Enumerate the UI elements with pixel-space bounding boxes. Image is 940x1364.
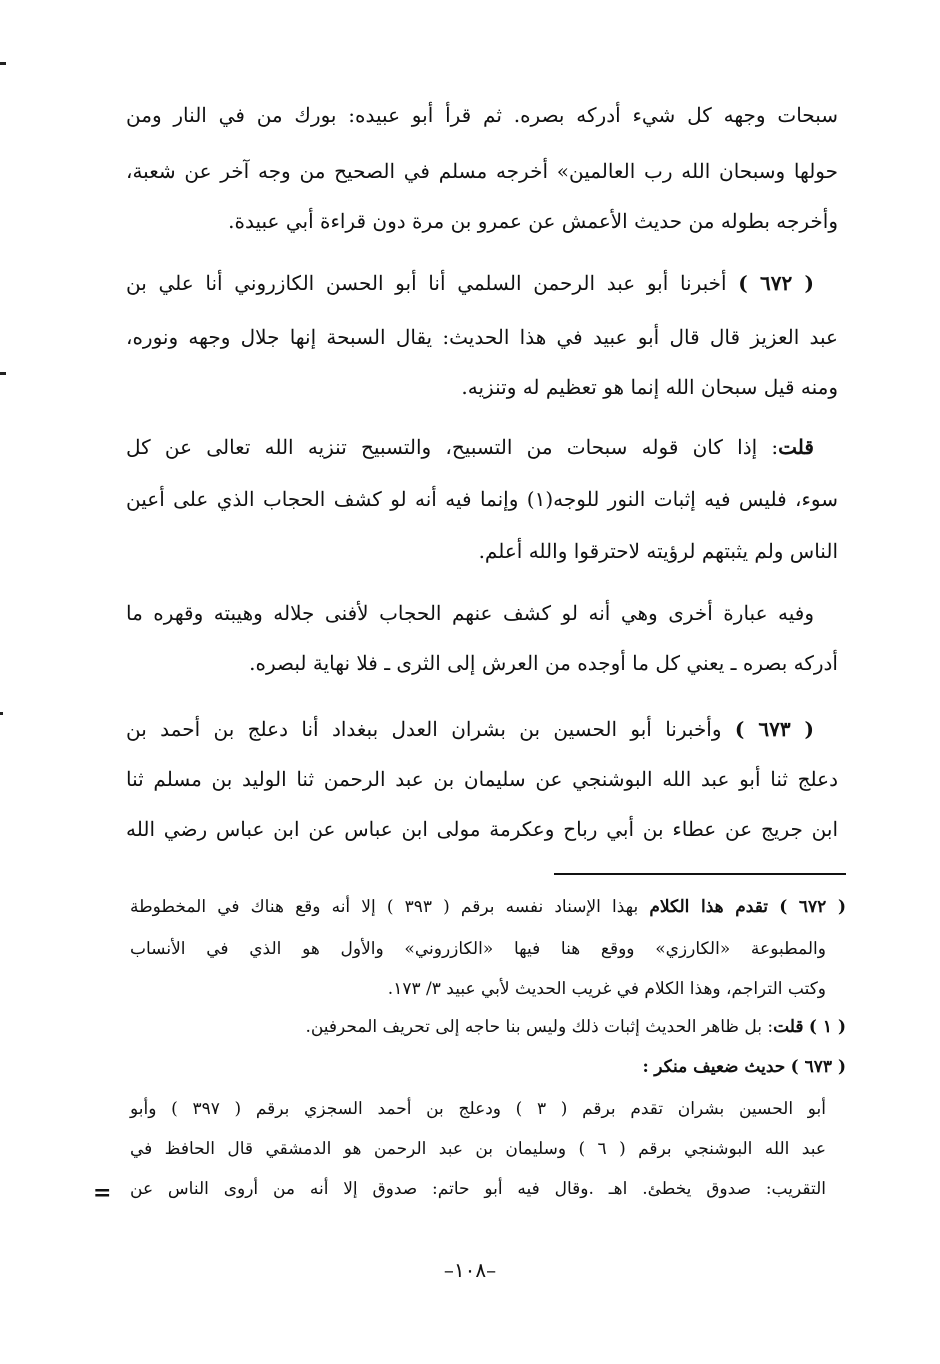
footnote-673-line-2: عبد الله البوشنجي برقم ( ٦ ) وسليمان بن عبد الرحمن هو الدمشقي قال الحافظ في <box>130 1139 826 1159</box>
p5-line-1 <box>126 714 838 750</box>
footnote-673-line-1: أبو الحسين بشران تقدم برقم ( ٣ ) ودعلج بن أحمد السجزي برقم ( ٣٩٧ ) وأبو <box>130 1099 826 1119</box>
scan-mark-top <box>0 62 6 65</box>
hadith-number-673: ( ٦٧٣ ) <box>734 717 814 741</box>
footnote-1-bold: قلت <box>773 1017 804 1037</box>
footnote-672-bold: تقدم هذا الكلام <box>649 897 769 917</box>
p3-line-3: الناس ولم يثبتهم لرؤيته لاحترقوا والله أعلم. <box>478 539 838 563</box>
qultu-lead: قلت <box>778 435 814 459</box>
footnote-672-number: ( ٦٧٢ ) <box>779 897 846 917</box>
p3-line-1-text: : إذا كان قوله سبحات من التسبيح، والتسبيح تنزيه الله تعالى عن كل <box>126 435 779 459</box>
p5-line-2: دعلج ثنا أبو عبد الله البوشنجي عن سليمان بن عبد الرحمن ثنا الوليد بن مسلم ثنا <box>126 767 838 791</box>
footnote-672-text: بهذا الإسناد نفسه برقم ( ٣٩٣ ) إلا أنه وقع هناك في المخطوطة <box>130 897 639 917</box>
footnote-1-text: : بل ظاهر الحديث إثبات ذلك وليس بنا حاجه إلى تحريف المحرفين. <box>305 1017 774 1037</box>
p1-line-3: وأخرجه بطوله من حديث الأعمش عن عمرو بن مرة دون قراءة أبي عبيدة. <box>228 209 838 233</box>
footnote-673-bold: حديث ضعيف منكر <box>654 1057 786 1077</box>
p3-line-1 <box>126 432 838 468</box>
p3-line-2: سوء، فليس فيه إثبات النور للوجه(١) وإنما فيه أنه لو كشف الحجاب الذي على أعين <box>126 487 838 511</box>
hadith-number-672: ( ٦٧٢ ) <box>738 271 814 295</box>
footnote-673-colon: : <box>642 1057 649 1077</box>
p4-line-2: أدركه بصره ـ يعني كل ما أوجده من العرش إلى الثرى ـ فلا نهاية لبصره. <box>249 651 838 675</box>
scan-mark-middle <box>0 372 6 375</box>
footnote-672-line-1 <box>130 894 846 924</box>
page-number: –١٠٨– <box>443 1258 497 1282</box>
p1-line-1: سبحات وجهه كل شيء أدركه بصره. ثم قرأ أبو عبيده: بورك من في النار ومن <box>126 103 838 127</box>
footnote-1-number: ( ١ ) <box>808 1017 846 1037</box>
p2-line-2: عبد العزيز قال قال أبو عبيد في هذا الحديث: يقال السبحة إنها جلال وجهه ونوره، <box>126 325 838 349</box>
footnote-673-line-3: التقريب: صدوق يخطئ. اهـ .وقال فيه أبو حاتم: صدوق إلا أنه من أروى الناس عن <box>130 1179 826 1199</box>
p2-line-3: ومنه قيل سبحان الله إنما هو تعظيم له وتنزيه. <box>461 375 838 399</box>
continuation-mark: = <box>93 1180 112 1206</box>
footnote-1 <box>130 1014 846 1044</box>
footnote-672-line-2: والمطبوعة «الكارزي» ووقع هنا فيها «الكازروني» والأول هو الذي في الأنساب <box>130 939 826 959</box>
p5-line-3: ابن جريج عن عطاء بن أبي رباح وعكرمة مولى ابن عباس عن ابن عباس رضي الله <box>126 817 838 841</box>
scan-mark-lower <box>0 712 3 715</box>
p4-line-1-text: وفيه عبارة أخرى وهي أنه لو كشف عنهم الحجاب لأفنى جلاله وهيبته وقهره ما <box>126 601 814 625</box>
p2-line-1-text: أخبرنا أبو عبد الرحمن السلمي أنا أبو الحسن الكازروني أنا علي بن <box>126 271 727 295</box>
footnote-673-number: ( ٦٧٣ ) <box>790 1057 846 1077</box>
main-text <box>126 0 838 880</box>
footnote-673-heading <box>130 1054 846 1084</box>
footnote-separator <box>554 873 846 875</box>
p4-line-1 <box>126 598 838 634</box>
p5-line-1-text: وأخبرنا أبو الحسين بن بشران العدل ببغداد أنا دعلج بن أحمد بن <box>126 717 722 741</box>
p2-line-1 <box>126 268 838 304</box>
footnote-672-line-3: وكتب التراجم، وهذا الكلام في غريب الحديث لأبي عبيد ٣/ ١٧٣. <box>387 979 826 999</box>
p1-line-2: حولها وسبحان الله رب العالمين» أخرجه مسلم في الصحيح من وجه آخر عن شعبة، <box>126 159 838 183</box>
